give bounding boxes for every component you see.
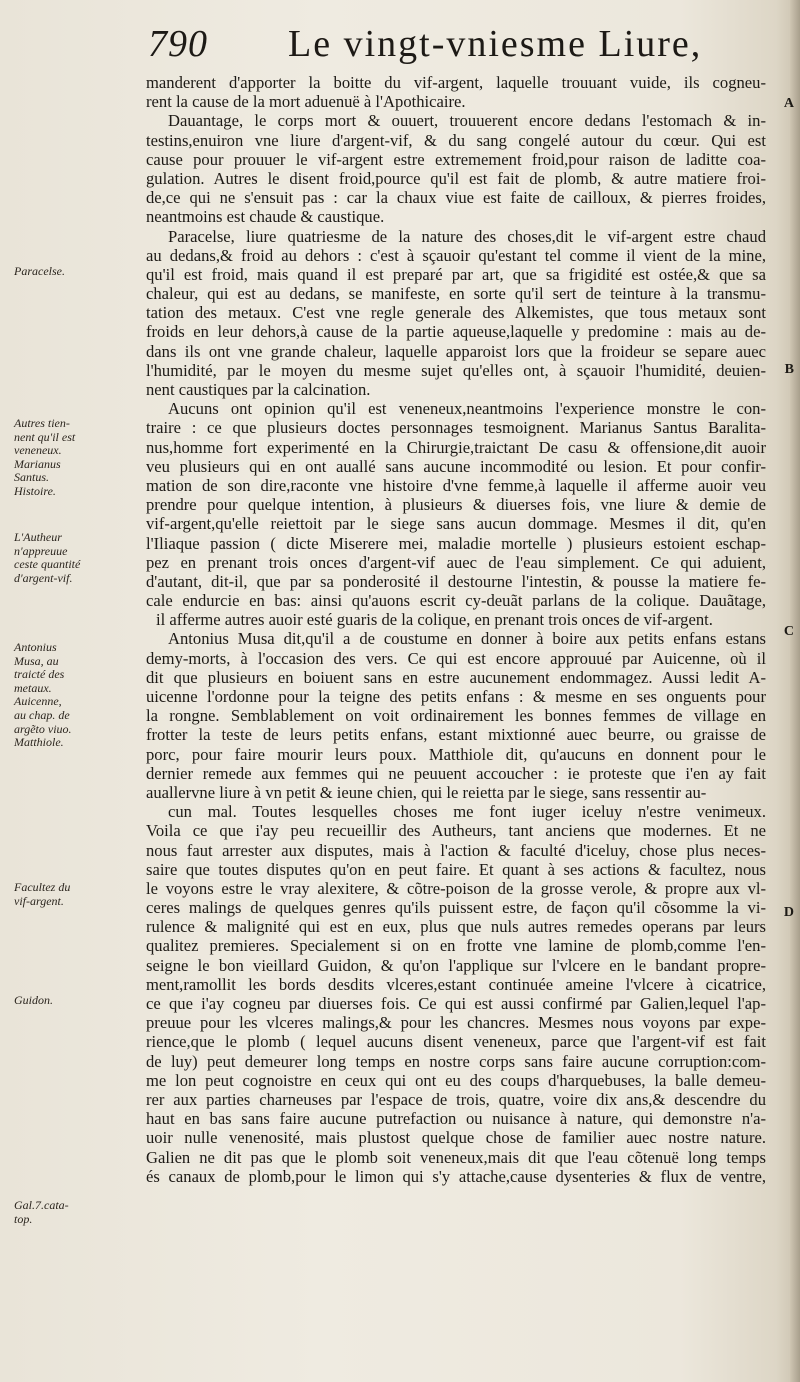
text-line: porc, pour faire mourir leurs poux. Matthiole dit, qu'aucuns en donnent pour le [146,744,766,764]
text-line: prendre pour quelque intention, à plusieurs & diuerses fois, vne liure & demie de [146,495,766,515]
text-line: l'humidité, par le moyen du mesme sujet qu'elles ont, à sçauoir l'humidité, deuien- [146,360,766,380]
section-letter: A [783,96,794,111]
margin-note-line: argẽto viuo. [14,721,72,736]
text-line: nent caustiques par la calcination. [146,380,371,399]
text-line: Aucuns ont opinion qu'il est veneneux,neantmoins l'experience monstre le con- [168,399,766,419]
text-line: uoir nulle venenosité, mais plustost quelque chose de familier auec nostre nature. [146,1128,766,1148]
margin-note-line: Guidon. [14,993,53,1007]
section-letter: C [783,624,794,639]
margin-note-line: n'appreuue [14,543,68,558]
text-line: rulence & malignité qui est en eux, plus que nuls autres remedes operans par leurs [146,917,766,937]
text-line: de,ce qui ne s'ensuit pas : car la chaux viue est faite de cailloux, & pierres froides, [146,188,766,208]
margin-note [14,881,142,908]
margin-note-line: d'argent-vif. [14,570,73,585]
margin-note-line: vif-argent. [14,893,64,908]
margin-note-line: Antonius [14,640,57,654]
text-line: auallervne liure à vn petit & ieune chien, qui le reietta par le siege, sans ressentir au- [146,782,707,802]
margin-note-line: Matthiole. [14,735,64,750]
section-letter: B [784,362,794,377]
text-line: l'Iliaque passion ( dicte Miserere mei, maladie mortelle ) plusieurs estoient eschap- [146,533,766,553]
text-line: dans ils ont vne grande chaleur, laquelle apparoist lors que la froideur se separe auec [146,341,766,361]
text-line: uicenne l'ordonne pour la teigne des petits enfans : & mesme en ses onguents pour [146,687,766,706]
text-line: rience,que le plomb ( lequel aucuns disent veneneux, parce que l'argent-vif est fait [146,1032,766,1052]
margin-note-line: au chap. de [14,707,70,722]
margin-note-line: Gal.7.cata- [14,1198,69,1212]
margin-note [14,641,142,750]
margin-note [14,531,142,585]
text-line: d'autant, dit-il, que par sa ponderosité il destourne l'intestin, & pousse la matiere fe- [146,571,766,591]
text-line: vif-argent,qu'elle reiettoit par le siege sans aucun dommage. Mesmes il dit, qu'en [146,514,766,534]
text-line: Paracelse, liure quatriesme de la nature des choses,dit le vif-argent estre chaud [168,226,766,246]
text-line: testins,enuiron vne liure d'argent-vif, & du sang congelé autour du cœur. Qui est [146,130,766,150]
text-line: nus,homme fort experimenté en la Chirurgie,traictant De casu & offensione,dit auoir [146,437,766,457]
margin-note-line: nent qu'il est [14,429,76,444]
section-letter: D [783,905,794,920]
text-line: cun mal. Toutes lesquelles choses me font iuger iceluy n'estre venimeux. [168,802,766,822]
text-line: traire : ce que plusieurs doctes personnages tesmoignent. Marianus Santus Baralita- [146,418,766,438]
text-line: ce que i'ay cogneu par diuerses fois. Ce qui est aussi confirmé par Galien,lequel l'ap- [146,994,766,1013]
running-title: Le vingt-vniesme Liure, [288,23,703,65]
margin-note-line: Musa, au [14,653,59,668]
text-line: tation des metaux. C'est vne regle generale des Alkemistes, que tous metaux sont [146,303,766,323]
text-line: cause pour prouuer le vif-argent estre extremement froid,pour raison de laditte coa- [146,149,766,169]
margin-note-line: L'Autheur [14,530,62,544]
text-line: veu plusieurs qui en ont auallé sans aucune incommodité ou lesion. Et pour confir- [146,456,766,476]
margin-note-line: metaux. [14,680,52,695]
margin-note [14,265,142,279]
body-text [146,73,766,1186]
text-line: saire que toutes disputes qu'on en peut faire. Et quant à ses actions & facultez, nous [146,859,766,879]
text-line: Galien ne dit pas que le plomb soit veneneux,mais dit que l'eau cõtenuë long temps [146,1147,766,1167]
margin-note-line: Marianus [14,456,61,471]
text-line: chaleur, qui est au dedans, se manifeste, en sorte qu'il sert de teinture à la transmu- [146,284,766,304]
margin-note-line: Autres tien- [14,416,70,430]
margin-note-line: Histoire. [14,483,56,498]
text-line: pez en prenant trois onces d'argent-vif auec de l'eau simplement. Ce qui aduient, [146,552,766,572]
text-line: frotter la teste de leurs petits enfans, estant mixtionné auec beurre, ou graisse de [146,725,766,745]
margin-note-line: top. [14,1211,33,1226]
margin-note [14,994,142,1008]
text-line: neantmoins est chaude & caustique. [146,207,385,227]
margin-note-line: Paracelse. [14,264,65,278]
text-line: nous faut arrester aux disputes, mais à l'action & faculté d'iceluy, chose plus neces- [146,840,766,860]
text-line: mation de son dire,raconte vne histoire d'vne femme,à laquelle il afferme auoir veu [146,475,766,495]
text-line: ment,ramollit les bords desdits vlceres,estant continuée ameine l'vlcere à cicatrice, [146,974,766,994]
text-line: dernier remede aux femmes qui ne peuuent accoucher : ie proteste que i'en ay fait [146,763,766,783]
text-line: Dauantage, le corps mort & ouuert, trouuerent encore dedans l'estomach & in- [168,111,766,131]
margin-note-line: Facultez du [14,880,71,894]
text-line: manderent d'apporter la boitte du vif-argent, laquelle trouuant vuide, ils cogneu- [146,73,766,92]
page-number: 790 [148,23,208,65]
text-line: qualitez premieres. Specialement si on en frotte vne lamine de plomb,comme l'en- [146,936,766,956]
text-line: froids en leur dehors,à cause de la partie aqueuse,laquelle y predomine : mais au de- [146,322,766,342]
text-line: seigne le bon vieillard Guidon, & qu'on l'applique sur l'vlcere en le bandant propre- [146,955,766,975]
text-line: haut en bas sans faire aucune putrefaction ou nuisance à nature, qui demonstre n'a- [146,1109,766,1129]
text-line: demy-morts, à l'occasion des vers. Ce qui est encore approuué par Auicenne, où il [146,648,766,668]
text-line: au dedans,& froid au dehors : c'est à sçauoir qu'estant tel comme il vient de la mine, [146,245,766,265]
text-line: preuue pour les vlceres malings,& pour les chancres. Mesmes nous voyons par expe- [146,1013,766,1033]
text-line: la rongne. Semblablement on voit ordinairement les bonnes femmes de village en [146,706,766,726]
text-line: il afferme autres auoir esté guaris de la colique, en prenant trois onces de vif-argent. [156,610,713,630]
text-line: Antonius Musa dit,qu'il a de coustume en donner à boire aux petits enfans estans [168,629,766,649]
text-line: cale endurcie en bas: ainsi qu'auons escrit cy-deuãt parlans de la colique. Dauãtage, [146,591,766,611]
text-line: rer aux parties charneuses par l'espace de trois, quatre, voire dix ans,& descendre du [146,1089,766,1109]
text-line: le voyons estre le vray alexitere, & cõtre-poison de la grosse verole, & propre aux vl- [146,878,766,898]
margin-note-line: traicté des [14,667,65,682]
text-line: dit que plusieurs en boiuent sans en estre aucunement endommagez. Aussi ledit A- [146,667,766,687]
margin-note-line: ceste quantité [14,557,81,572]
text-line: de luy) peut demeurer long temps en nostre corps sans faire aucune corruption:com- [146,1051,766,1071]
text-line: qu'il est froid, mais quand il est preparé par art, que sa frigidité est ostée,& que sa [146,264,766,284]
page-edge [790,0,800,1382]
page-header [148,22,758,70]
margin-note [14,1199,142,1226]
margin-note [14,417,142,499]
text-line: ceres malings de quelques genres qu'ils puissent estre, de façon qu'il cõsomme la vi- [146,898,766,918]
text-line: gulation. Autres le disent froid,pource qu'il est fait de plomb, & autre matiere froi- [146,168,766,188]
margin-note-line: veneneux. [14,443,62,458]
margin-note-line: Santus. [14,470,50,485]
margin-note-line: Auicenne, [14,694,62,709]
text-line: rent la cause de la mort aduenuë à l'Apothicaire. [146,92,466,112]
text-line: me lon peut cognoistre en ceux qui ont eu des coups d'harquebuses, la balle demeu- [146,1070,766,1090]
text-line: Voila ce que i'ay peu recueillir des Autheurs, tant anciens que modernes. Et ne [146,821,766,841]
text-line: és canaux de plomb,pour le limon qui s'y attache,cause dysenteries & flux de ventre, [146,1166,766,1186]
